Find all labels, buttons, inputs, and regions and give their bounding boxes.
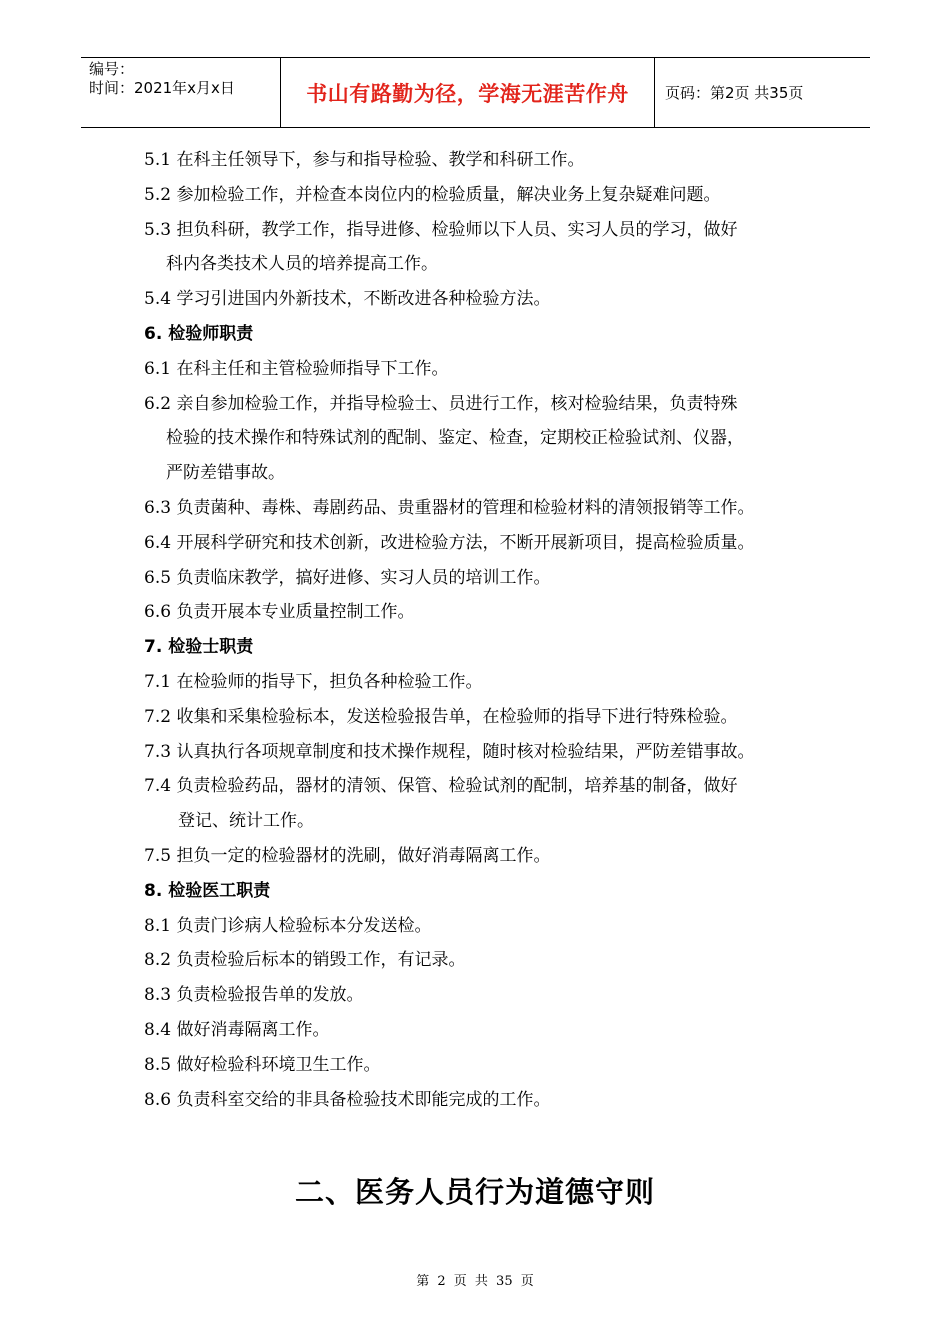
paragraph-line: 6.2 亲自参加检验工作，并指导检验士、员进行工作，核对检验结果，负责特殊	[144, 393, 738, 414]
paragraph-line: 7.5 担负一定的检验器材的洗刷，做好消毒隔离工作。	[144, 845, 551, 866]
paragraph-line: 6.5 负责临床教学，搞好进修、实习人员的培训工作。	[144, 567, 551, 588]
paragraph-line: 8.4 做好消毒隔离工作。	[144, 1019, 330, 1040]
paragraph-line: 8.6 负责科室交给的非具备检验技术即能完成的工作。	[144, 1089, 551, 1110]
paragraph-line: 7.4 负责检验药品，器材的清领、保管、检验试剂的配制，培养基的制备，做好	[144, 776, 738, 797]
section-heading: 7. 检验士职责	[144, 637, 254, 658]
paragraph-line: 8.2 负责检验后标本的销毁工作，有记录。	[144, 950, 466, 971]
paragraph-line: 8.5 做好检验科环境卫生工作。	[144, 1054, 381, 1075]
page-footer: 第 2 页 共 35 页	[416, 1274, 534, 1289]
document-number-label: 编号：	[89, 60, 135, 78]
document-body	[144, 143, 834, 1117]
paragraph-line: 6.4 开展科学研究和技术创新，改进检验方法，不断开展新项目，提高检验质量。	[144, 532, 755, 553]
header-page-info: 页码：第2页 共35页	[665, 84, 804, 102]
paragraph-line: 5.3 担负科研，教学工作，指导进修、检验师以下人员、实习人员的学习，做好	[144, 219, 738, 240]
chapter-title: 二、医务人员行为道德守则	[294, 1175, 655, 1209]
paragraph-line: 6.6 负责开展本专业质量控制工作。	[144, 602, 415, 623]
section-heading: 8. 检验医工职责	[144, 880, 271, 901]
paragraph-line-continuation: 严防差错事故。	[166, 463, 285, 484]
paragraph-line: 8.1 负责门诊病人检验标本分发送检。	[144, 915, 432, 936]
header-meta	[81, 58, 281, 127]
document-date: 时间：2021年x月x日	[89, 79, 235, 97]
paragraph-line: 8.3 负责检验报告单的发放。	[144, 985, 364, 1006]
paragraph-line-continuation: 科内各类技术人员的培养提高工作。	[166, 254, 438, 275]
header-table	[81, 57, 870, 128]
paragraph-line: 7.2 收集和采集检验标本，发送检验报告单，在检验师的指导下进行特殊检验。	[144, 706, 738, 727]
paragraph-line-continuation: 检验的技术操作和特殊试剂的配制、鉴定、检查，定期校正检验试剂、仪器，	[166, 428, 744, 449]
paragraph-line: 6.1 在科主任和主管检验师指导下工作。	[144, 358, 449, 379]
paragraph-line: 5.1 在科主任领导下，参与和指导检验、教学和科研工作。	[144, 150, 585, 170]
header-motto: 书山有路勤为径，学海无涯苦作舟	[281, 58, 655, 127]
paragraph-line: 7.1 在检验师的指导下，担负各种检验工作。	[144, 671, 483, 692]
paragraph-line-continuation: 登记、统计工作。	[178, 811, 314, 832]
section-heading: 6. 检验师职责	[144, 323, 254, 344]
paragraph-line: 5.4 学习引进国内外新技术，不断改进各种检验方法。	[144, 289, 551, 310]
paragraph-line: 7.3 认真执行各项规章制度和技术操作规程，随时核对检验结果，严防差错事故。	[144, 741, 755, 762]
paragraph-line: 5.2 参加检验工作，并检查本岗位内的检验质量，解决业务上复杂疑难问题。	[144, 184, 721, 205]
paragraph-line: 6.3 负责菌种、毒株、毒剧药品、贵重器材的管理和检验材料的清领报销等工作。	[144, 497, 755, 518]
